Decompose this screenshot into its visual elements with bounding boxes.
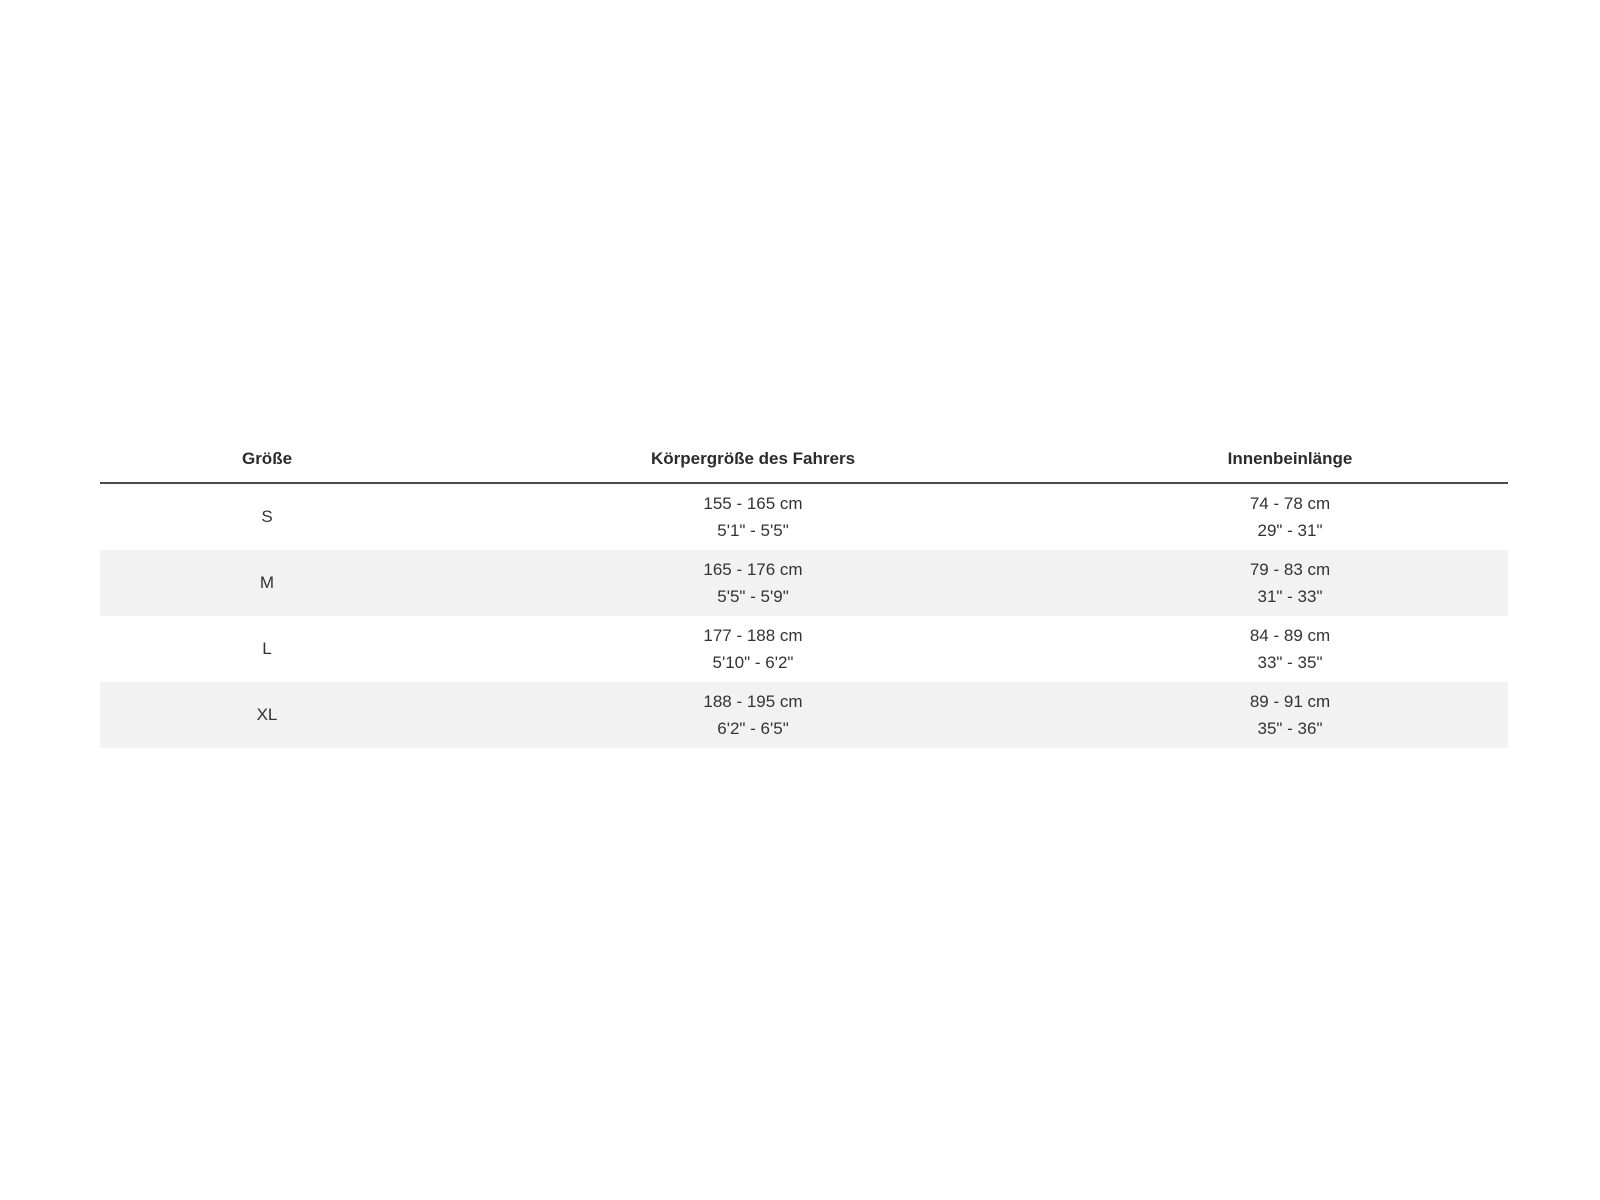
inseam-cell: [1072, 616, 1508, 682]
size-cell: L: [262, 639, 272, 658]
rider-height-cell: [434, 550, 1072, 616]
rider-height-cell: [434, 616, 1072, 682]
table-header: [100, 436, 1508, 483]
header-rider-height: Körpergröße des Fahrers: [434, 436, 1072, 483]
size-chart-table: [100, 436, 1508, 748]
size-cell: S: [261, 507, 273, 526]
height-cm: 188 - 195 cm: [703, 692, 803, 711]
inseam-in: 35" - 36": [1257, 719, 1323, 738]
inseam-cell: [1072, 682, 1508, 748]
header-size: Größe: [100, 436, 434, 483]
height-in: 5'5" - 5'9": [717, 587, 789, 606]
height-cm: 165 - 176 cm: [703, 560, 803, 579]
rider-height-cell: [434, 483, 1072, 550]
height-cm: 155 - 165 cm: [703, 494, 803, 513]
height-in: 5'10" - 6'2": [712, 653, 794, 672]
height-in: 5'1" - 5'5": [717, 521, 789, 540]
inseam-cm: 84 - 89 cm: [1249, 626, 1331, 645]
rider-height-cell: [434, 682, 1072, 748]
header-inseam: Innenbeinlänge: [1072, 436, 1508, 483]
inseam-in: 31" - 33": [1257, 587, 1323, 606]
inseam-cell: [1072, 550, 1508, 616]
table-body: [100, 483, 1508, 748]
size-cell: M: [100, 550, 434, 616]
table-row: [100, 616, 1508, 682]
inseam-cm: 89 - 91 cm: [1249, 692, 1331, 711]
inseam-in: 29" - 31": [1257, 521, 1323, 540]
inseam-cm: 79 - 83 cm: [1249, 560, 1331, 579]
table-row: [100, 550, 1508, 616]
inseam-cell: [1072, 483, 1508, 550]
inseam-in: 33" - 35": [1257, 653, 1323, 672]
header-row: [100, 436, 1508, 483]
inseam-cm: 74 - 78 cm: [1249, 494, 1331, 513]
height-cm: 177 - 188 cm: [703, 626, 803, 645]
table-row: [100, 483, 1508, 550]
table-row: [100, 682, 1508, 748]
height-in: 6'2" - 6'5": [717, 719, 789, 738]
size-cell: XL: [100, 682, 434, 748]
